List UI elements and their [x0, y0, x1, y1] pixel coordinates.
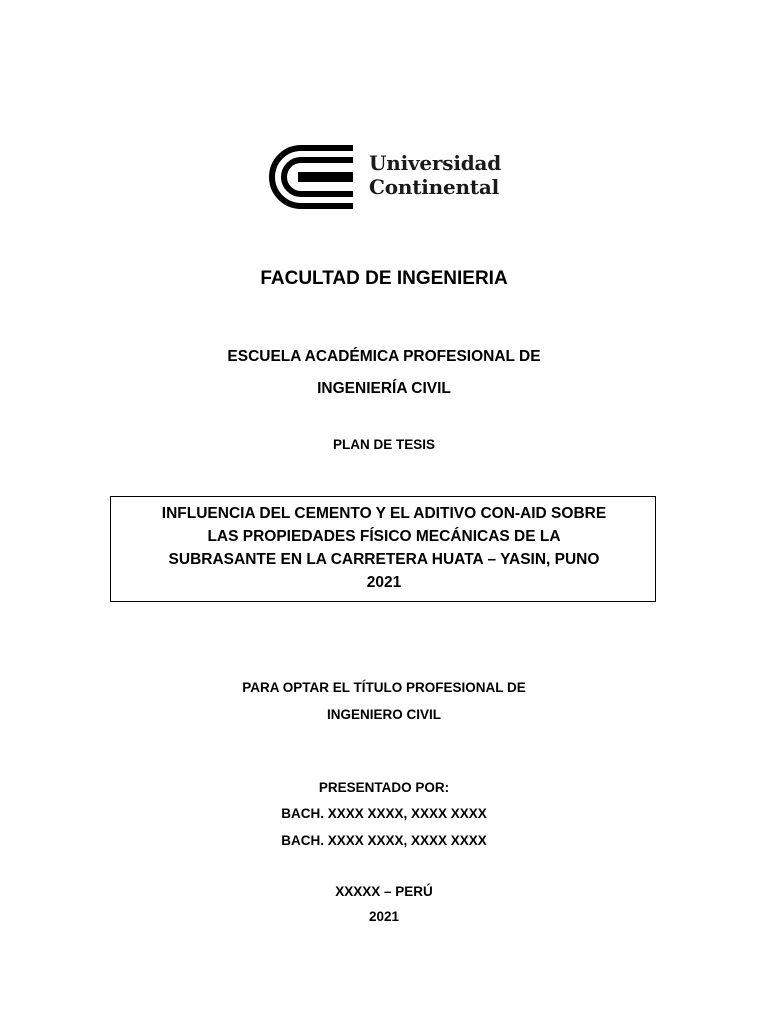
university-logo	[268, 145, 502, 209]
school-heading-line2: INGENIERÍA CIVIL	[317, 380, 451, 397]
presented-by-label: PRESENTADO POR:	[318, 780, 450, 795]
thesis-title-box	[110, 496, 656, 602]
thesis-title-line2: LAS PROPIEDADES FÍSICO MECÁNICAS DE LA	[207, 528, 561, 545]
school-heading-line1: ESCUELA ACADÉMICA PROFESIONAL DE	[227, 348, 541, 365]
year: 2021	[368, 909, 400, 924]
degree-line1: PARA OPTAR EL TÍTULO PROFESIONAL DE	[242, 680, 526, 695]
thesis-title-line1: INFLUENCIA DEL CEMENTO Y EL ADITIVO CON-AID SOBRE	[161, 505, 607, 522]
thesis-title-line4: 2021	[366, 574, 402, 591]
faculty-heading: FACULTAD DE INGENIERIA	[260, 268, 508, 289]
university-name	[369, 151, 501, 199]
place: XXXXX – PERÚ	[335, 884, 433, 899]
university-logo-icon	[268, 145, 354, 209]
degree-line2: INGENIERO CIVIL	[326, 707, 441, 722]
author-2: BACH. XXXX XXXX, XXXX XXXX	[281, 833, 487, 848]
thesis-title-line3: SUBRASANTE EN LA CARRETERA HUATA – YASIN, PUNO	[168, 551, 600, 568]
author-1: BACH. XXXX XXXX, XXXX XXXX	[281, 806, 487, 821]
university-name-line1: Universidad	[369, 151, 502, 175]
university-name-line2: Continental	[369, 175, 500, 199]
document-type: PLAN DE TESIS	[332, 437, 435, 452]
